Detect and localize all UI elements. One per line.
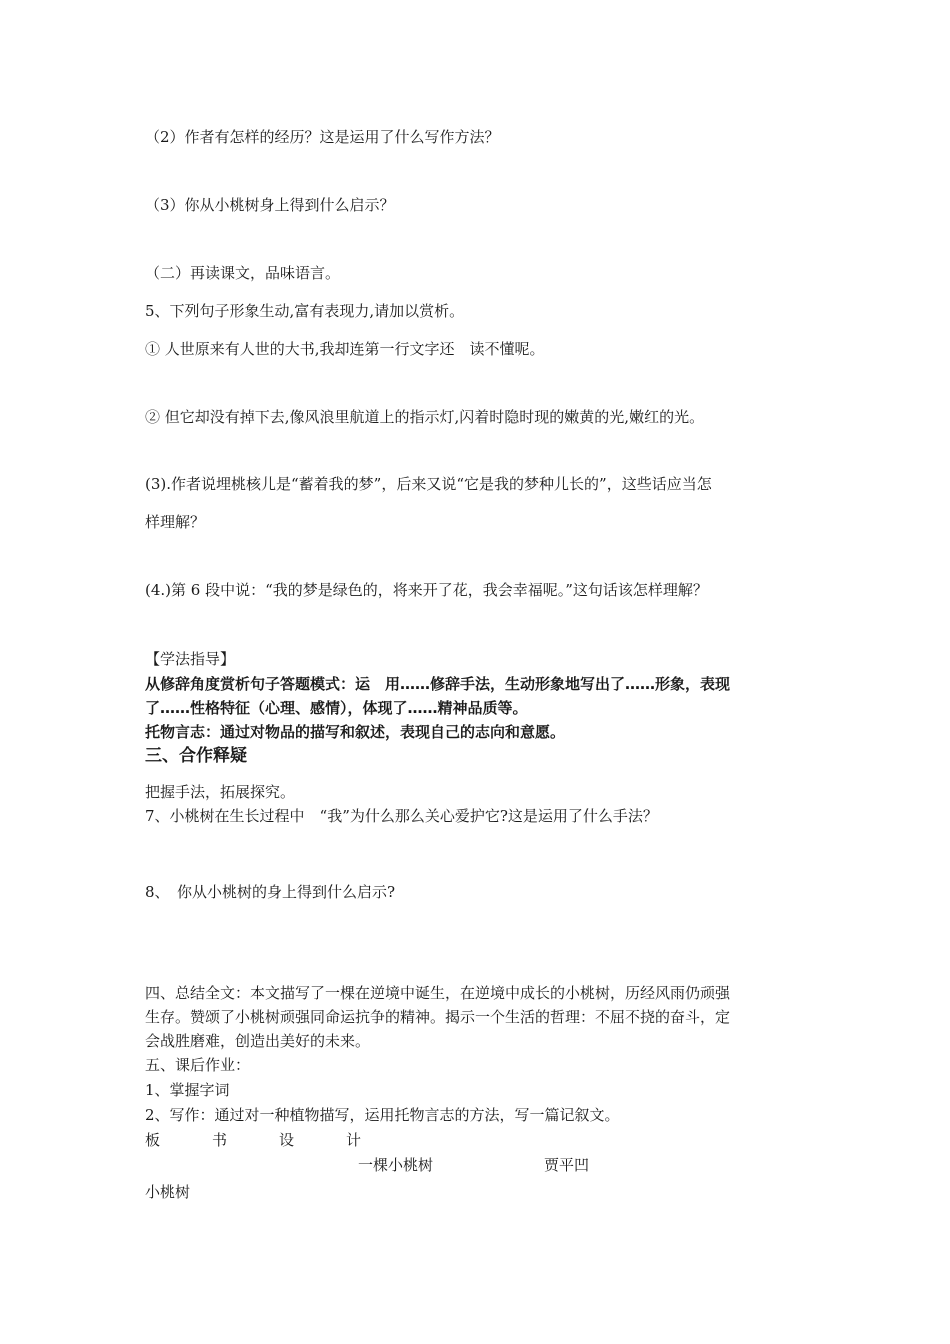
board-char-1: 板 (145, 1131, 161, 1149)
question-7: 7、小桃树在生长过程中 “我”为什么那么关心爱护它?这是运用了什么手法？ (145, 807, 658, 825)
board-title: 一棵小桃树 (358, 1156, 434, 1174)
homework-item-2: 2、写作：通过对一种植物描写，运用托物言志的方法，写一篇记叙文。 (145, 1106, 620, 1124)
method-guide-line-1: 从修辞角度赏析句子答题模式：运 用……修辞手法，生动形象地写出了……形象，表现 (145, 675, 731, 693)
method-guide-line-2: 了……性格特征（心理、感情），体现了……精神品质等。 (145, 699, 528, 717)
summary-line-3: 会战胜磨难，创造出美好的未来。 (145, 1032, 371, 1050)
board-char-4: 计 (346, 1131, 362, 1149)
question-2: （2）作者有怎样的经历？这是运用了什么写作方法？ (145, 128, 500, 146)
board-author: 贾平凹 (544, 1156, 590, 1174)
question-5: 5、下列句子形象生动,富有表现力,请加以赏析。 (145, 302, 465, 320)
sentence-1: ① 人世原来有人世的大书,我却连第一行文字还 读不懂呢。 (145, 340, 545, 358)
question-4b: (4.)第 6 段中说：“我的梦是绿色的，将来开了花，我会幸福呢。”这句话该怎样理解？ (145, 581, 708, 599)
homework-heading: 五、课后作业： (145, 1056, 251, 1074)
section-2-heading: （二）再读课文，品味语言。 (145, 264, 341, 282)
question-3: （3）你从小桃树身上得到什么启示？ (145, 196, 395, 214)
section-3-heading: 三、合作释疑 (145, 746, 247, 766)
summary-line-2: 生存。赞颂了小桃树顽强同命运抗争的精神。揭示一个生活的哲理：不屈不挠的奋斗，定 (145, 1008, 731, 1026)
board-char-3: 设 (279, 1131, 295, 1149)
question-3b-line-2: 样理解？ (145, 513, 206, 531)
question-8: 8、 你从小桃树的身上得到什么启示? (145, 883, 396, 901)
method-guide-title: 【学法指导】 (145, 650, 236, 668)
method-guide-line-3: 托物言志：通过对物品的描写和叙述，表现自己的志向和意愿。 (145, 723, 566, 741)
section-3-subtitle: 把握手法，拓展探究。 (145, 783, 296, 801)
question-3b-line-1: (3).作者说埋桃核儿是“蓄着我的梦”，后来又说“它是我的梦种儿长的”，这些话应当怎 (145, 475, 712, 493)
homework-item-1: 1、掌握字词 (145, 1081, 230, 1099)
board-char-2: 书 (212, 1131, 228, 1149)
board-item: 小桃树 (145, 1183, 191, 1201)
summary-line-1: 四、总结全文：本文描写了一棵在逆境中诞生，在逆境中成长的小桃树，历经风雨仍顽强 (145, 984, 731, 1002)
sentence-2: ② 但它却没有掉下去,像风浪里航道上的指示灯,闪着时隐时现的嫩黄的光,嫩红的光。 (145, 408, 705, 426)
